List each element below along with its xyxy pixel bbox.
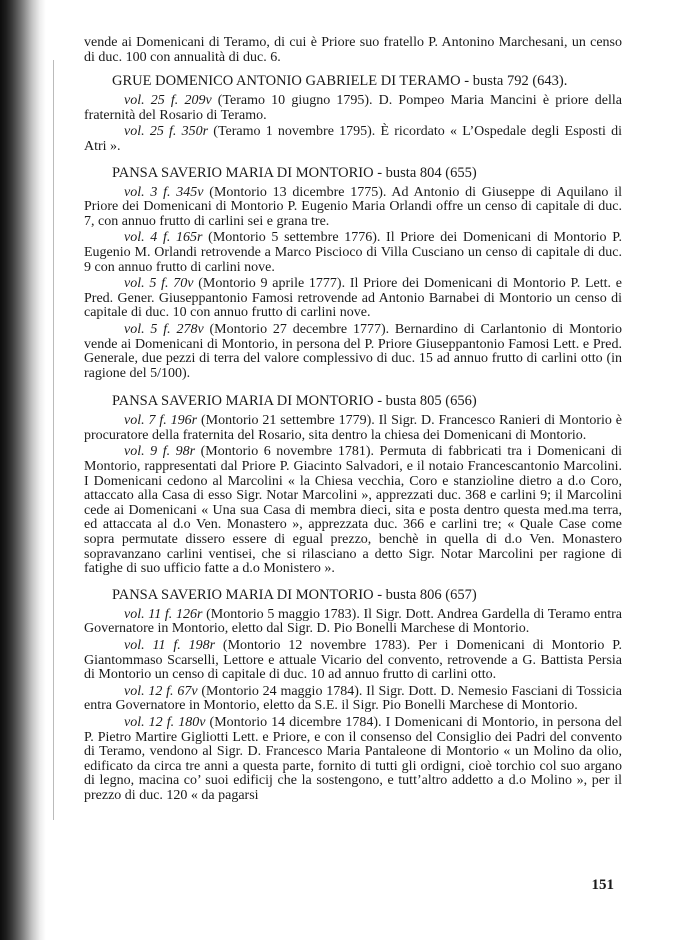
volume-reference: vol. 7 f. 196r bbox=[124, 413, 198, 429]
entry bbox=[84, 685, 622, 714]
volume-reference: vol. 9 f. 98r bbox=[124, 444, 196, 460]
volume-reference: vol. 25 f. 350r bbox=[124, 124, 209, 140]
entry-text: (Montorio 5 settembre 1776). Il Priore dei Domenicani di Montorio P. Eugenio M. Orlandi retrovende a Marco Piscioco di Villa Cusciano un censo di capitale di duc. 9 con annuo frutto di carlini nove. bbox=[84, 230, 622, 275]
entry bbox=[84, 231, 622, 275]
page-number: 151 bbox=[591, 877, 614, 893]
entry-text: (Montorio 9 aprile 1777). Il Priore dei Domenicani di Montorio P. Lett. e Pred. Gener. Giuseppantonio Famosi retrovende ad Antonio Barnabei di Montorio un censo di capitale di duc. 10 con annuo frutto di carlini nove. bbox=[84, 276, 622, 321]
volume-reference: vol. 12 f. 67v bbox=[124, 683, 198, 699]
section-heading: GRUE DOMENICO ANTONIO GABRIELE DI TERAMO - busta 792 (643). bbox=[112, 73, 568, 90]
section-heading: PANSA SAVERIO MARIA DI MONTORIO - busta 804 (655) bbox=[112, 164, 477, 181]
entry-text: (Montorio 14 dicembre 1784). I Domenicani di Montorio, in persona del P. Pietro Martire Gigliotti Lett. e Priore, e con il consenso del Consiglio dei Padri del convento di Teramo, vendono al Sigr. D. Francesco Maria Pantaleone di Montorio « un Molino da olio, edificato da circa tre anni a questa parte, fornito di tutti gli ordigni, cioè torchio col suo argano di legno, macina co’ suoi edificij che la sostengono, e tutt’altro addetto a d.o Molino », per il prezzo di duc. 120 « da pagarsi bbox=[84, 714, 622, 803]
entry bbox=[84, 94, 622, 123]
entry bbox=[84, 277, 622, 321]
entry-text: (Montorio 13 dicembre 1775). Ad Antonio di Giuseppe di Aquilano il Priore dei Domenicani di Montorio P. Eugenio Maria Orlandi offre un censo di capitale di duc. 7, con annuo frutto di carlini sei e grana tre. bbox=[84, 184, 622, 229]
volume-reference: vol. 25 f. 209v bbox=[124, 93, 212, 109]
entry-text: (Montorio 24 maggio 1784). Il Sigr. Dott. D. Nemesio Fasciani di Tossicia entra Governatore in Montorio, eletto da S.E. il Sigr. Pio Bonelli Marchese di Montorio. bbox=[84, 683, 622, 714]
volume-reference: vol. 4 f. 165r bbox=[124, 230, 203, 246]
volume-reference: vol. 3 f. 345v bbox=[124, 184, 204, 200]
volume-reference: vol. 11 f. 126r bbox=[124, 606, 203, 622]
entry bbox=[84, 716, 622, 804]
entry-text: (Montorio 5 maggio 1783). Il Sigr. Dott. Andrea Gardella di Teramo entra Governatore in Montorio, eletto dal Sigr. D. Pio Bonelli Marchese di Montorio. bbox=[84, 606, 622, 637]
entry-text: (Montorio 21 settembre 1779). Il Sigr. D. Francesco Ranieri di Montorio è procuratore della fraternita del Rosario, sita dentro la chiesa dei Domenicani di Montorio. bbox=[84, 413, 622, 443]
section-heading: PANSA SAVERIO MARIA DI MONTORIO - busta 806 (657) bbox=[112, 586, 477, 603]
volume-reference: vol. 5 f. 278v bbox=[124, 321, 204, 337]
entry-text: (Montorio 27 decembre 1777). Bernardino di Carlantonio di Montorio vende ai Domenicani di Montorio, in persona del P. Priore Giuseppantonio Famosi Lett. e Pred. Generale, due pezzi di terra del valore complessivo di duc. 15 ad annuo frutto di carlini otto (in ragione del 5/100). bbox=[84, 321, 622, 381]
entry-text: (Teramo 10 giugno 1795). D. Pompeo Maria Mancini è priore della fraternità del Rosario di Teramo. bbox=[84, 93, 622, 123]
entry bbox=[84, 186, 622, 230]
volume-reference: vol. 5 f. 70v bbox=[124, 276, 194, 292]
volume-reference: vol. 11 f. 198r bbox=[124, 638, 216, 653]
entry bbox=[84, 639, 622, 683]
entry-text: (Montorio 12 novembre 1783). Per i Domenicani di Montorio P. Giantommaso Scarselli, Lettore e attuale Vicario del convento, retrovende a G. Battista Persia di Montorio un censo di capitale di duc. 10 ad annuo frutto di carlini otto. bbox=[84, 638, 623, 683]
document-page bbox=[84, 36, 622, 806]
entry bbox=[84, 414, 622, 443]
entry bbox=[84, 125, 622, 154]
entry bbox=[84, 445, 622, 576]
volume-reference: vol. 12 f. 180v bbox=[124, 714, 206, 730]
margin-rule bbox=[53, 60, 54, 820]
intro-paragraph: vende ai Domenicani di Teramo, di cui è Priore suo fratello P. Antonino Marchesani, un censo di duc. 100 con annualità di duc. 6. bbox=[84, 35, 622, 65]
entry-text: (Teramo 1 novembre 1795). È ricordato « L’Ospedale degli Esposti di Atri ». bbox=[84, 124, 622, 154]
entry-text: (Montorio 6 novembre 1781). Permuta di fabbricati tra i Domenicani di Montorio, rappresentati dal Priore P. Giacinto Salvadori, e il notaio Francescantonio Marcolini. I Domenicani cedono al Marcolini « la Chiesa vecchia, Coro e stanzioline dietro a d.o Coro, attaccato alla Casa di esso Sigr. Notar Marcolini », apprezzati duc. 368 e carlini 9; il Marcolini cede ai Domenicani « Una sua Casa di membra dieci, sita e posta dentro questa med.ma terra, ed attaccata al d.o Ven. Monastero », apprezzata duc. 366 e carlini tre; « Quale Case come sopra permutate dissero essere di egual prezzo, benchè in quella di d.o Ven. Monastero sopravanzano carlini ventisei, che si rilasciano a detto Sigr. Notar Marcolini per ragione di fatighe di suo ufficio fatte a d.o Monistero ». bbox=[84, 444, 622, 577]
section-heading: PANSA SAVERIO MARIA DI MONTORIO - busta 805 (656) bbox=[112, 393, 477, 410]
entry bbox=[84, 608, 622, 637]
book-binding-shadow bbox=[0, 0, 46, 940]
entry bbox=[84, 323, 622, 381]
